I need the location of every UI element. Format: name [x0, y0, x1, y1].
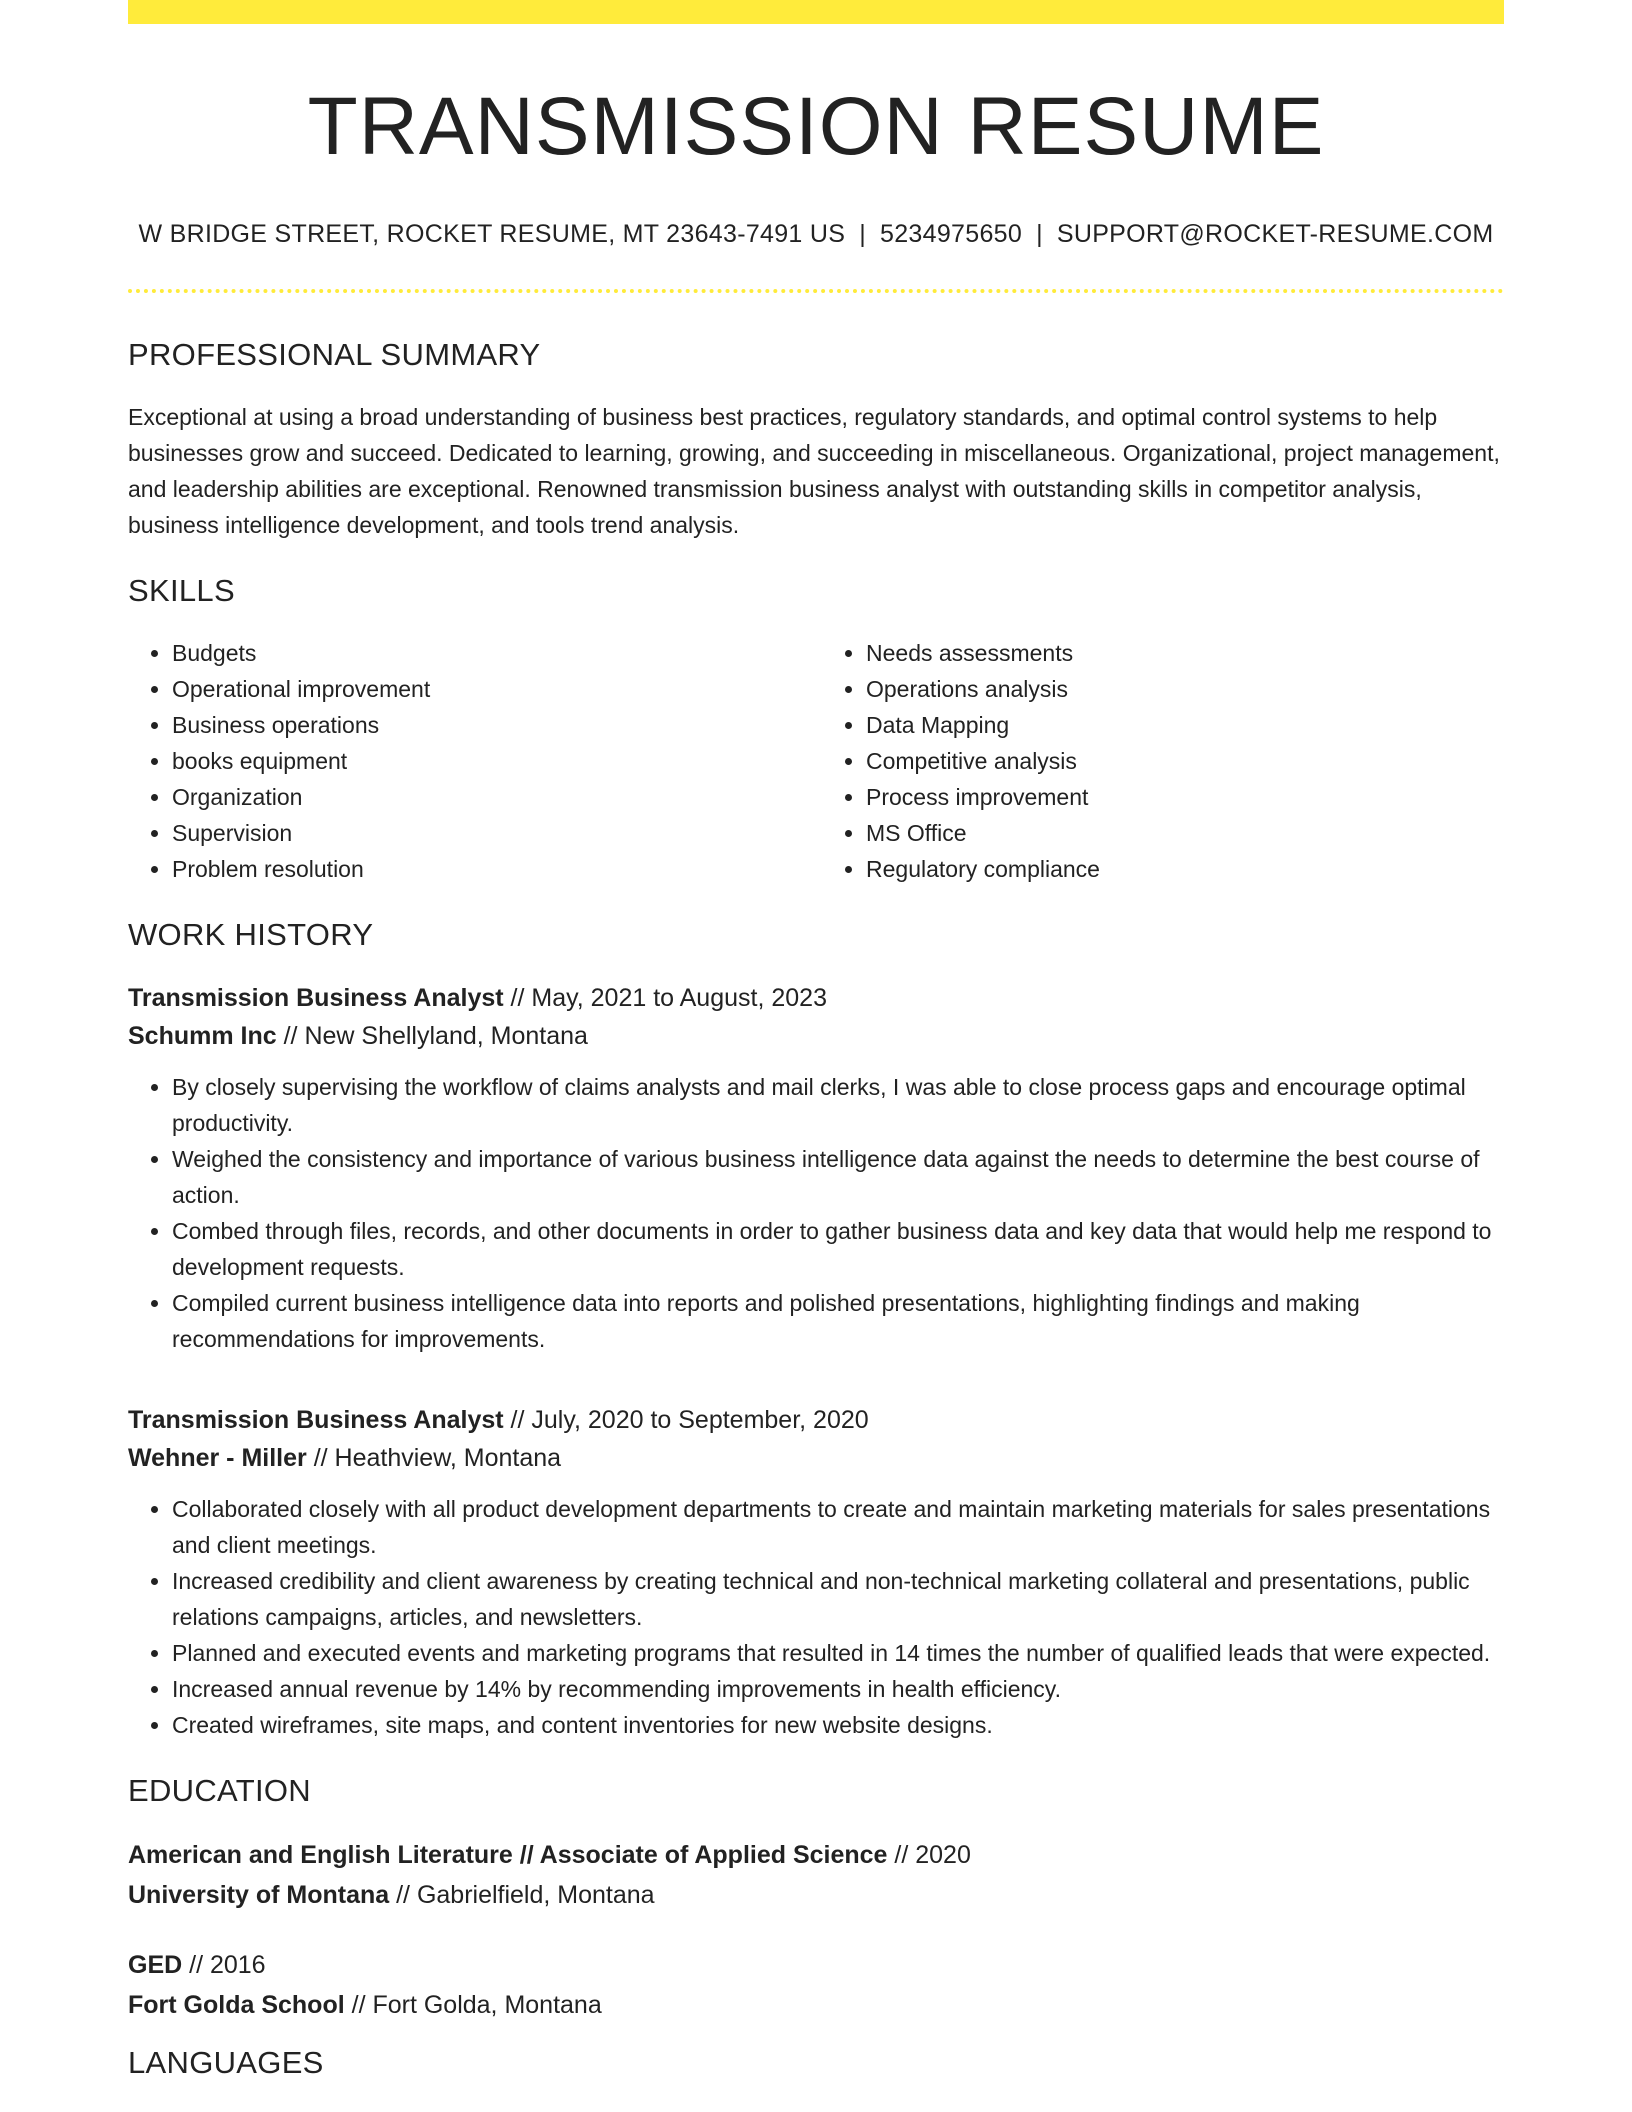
job-company: Schumm Inc — [128, 1022, 277, 1051]
skills-column-right — [816, 635, 1504, 887]
education-school-line — [128, 1875, 1504, 1915]
skill-item: • Supervision — [172, 815, 816, 851]
education-location: // Gabrielfield, Montana — [389, 1881, 655, 1910]
section-title-summary: PROFESSIONAL SUMMARY — [128, 337, 541, 373]
contact-email: SUPPORT@ROCKET-RESUME.COM — [1056, 220, 1494, 249]
skill-item: • Process improvement — [866, 779, 1504, 815]
header-divider — [128, 289, 1504, 293]
skill-item: • Problem resolution — [172, 851, 816, 887]
contact-phone: 5234975650 — [880, 220, 1023, 249]
education-school: Fort Golda School — [128, 1991, 345, 2020]
job-bullet: • Increased credibility and client awareness by creating technical and non-technical marketing collateral and presentations, public relations campaigns, articles, and newsletters. — [172, 1563, 1504, 1635]
job-location: // New Shellyland, Montana — [276, 1022, 588, 1051]
skills-list — [128, 635, 1504, 887]
job-company-line — [128, 1017, 1504, 1055]
job-role-line — [128, 1401, 1504, 1439]
job-entry — [128, 1401, 1504, 1743]
contact-separator: | — [1036, 220, 1043, 249]
section-title-work-history: WORK HISTORY — [128, 917, 374, 953]
skill-item: • Regulatory compliance — [866, 851, 1504, 887]
resume-page — [128, 0, 1504, 2081]
skill-item: • MS Office — [866, 815, 1504, 851]
education-degree: GED — [128, 1951, 183, 1980]
contact-line — [128, 220, 1504, 249]
education-degree-line — [128, 1945, 1504, 1985]
skill-item: • Needs assessments — [866, 635, 1504, 671]
job-bullet: • Weighed the consistency and importance of various business intelligence data against the needs to determine the best course of action. — [172, 1141, 1504, 1213]
section-title-languages: LANGUAGES — [128, 2045, 324, 2081]
job-company-line — [128, 1439, 1504, 1477]
education-entry — [128, 1835, 1504, 1915]
resume-name: TRANSMISSION RESUME — [307, 81, 1325, 172]
job-dates: // May, 2021 to August, 2023 — [503, 984, 827, 1013]
job-entry — [128, 979, 1504, 1357]
skill-item: • Data Mapping — [866, 707, 1504, 743]
job-bullet: • Compiled current business intelligence data into reports and polished presentations, highlighting findings and making recommendations for improvements. — [172, 1285, 1504, 1357]
skills-column-left — [128, 635, 816, 887]
job-dates: // July, 2020 to September, 2020 — [503, 1406, 869, 1435]
skill-item: • Operations analysis — [866, 671, 1504, 707]
education-degree: American and English Literature // Associate of Applied Science — [128, 1841, 888, 1870]
skill-item: • Organization — [172, 779, 816, 815]
skill-item: • Operational improvement — [172, 671, 816, 707]
accent-top-bar — [128, 0, 1504, 24]
job-location: // Heathview, Montana — [306, 1444, 562, 1473]
job-bullet: • Created wireframes, site maps, and content inventories for new website designs. — [172, 1707, 1504, 1743]
job-bullet: • Planned and executed events and marketing programs that resulted in 14 times the number of qualified leads that were expected. — [172, 1635, 1504, 1671]
contact-address: W BRIDGE STREET, ROCKET RESUME, MT 23643-7491 US — [138, 220, 846, 249]
job-bullets — [128, 1069, 1504, 1357]
job-role-line — [128, 979, 1504, 1017]
skill-item: • Budgets — [172, 635, 816, 671]
education-entry — [128, 1945, 1504, 2025]
job-bullet: • Combed through files, records, and other documents in order to gather business data and key data that would help me respond to development requests. — [172, 1213, 1504, 1285]
job-bullet: • Increased annual revenue by 14% by recommending improvements in health efficiency. — [172, 1671, 1504, 1707]
section-title-education: EDUCATION — [128, 1773, 311, 1809]
job-bullet: • By closely supervising the workflow of claims analysts and mail clerks, I was able to close process gaps and encourage optimal productivity. — [172, 1069, 1504, 1141]
education-year: // 2016 — [182, 1951, 266, 1980]
education-school-line — [128, 1985, 1504, 2025]
education-school: University of Montana — [128, 1881, 390, 1910]
contact-separator: | — [859, 220, 867, 249]
education-year: // 2020 — [887, 1841, 971, 1870]
job-company: Wehner - Miller — [128, 1444, 307, 1473]
skill-item: • books equipment — [172, 743, 816, 779]
skill-item: • Business operations — [172, 707, 816, 743]
job-bullets — [128, 1491, 1504, 1743]
job-role: Transmission Business Analyst — [128, 1406, 504, 1435]
education-location: // Fort Golda, Montana — [344, 1991, 602, 2020]
summary-text: Exceptional at using a broad understanding of business best practices, regulatory standards, and optimal control systems to help businesses grow and succeed. Dedicated to learning, growing, and succeeding in miscellaneous. Organizational, project management, and leadership abilities are exceptional. Renowned transmission business analyst with outstanding skills in competitor analysis, business intelligence development, and tools trend analysis. — [128, 404, 1500, 539]
education-degree-line — [128, 1835, 1504, 1875]
job-role: Transmission Business Analyst — [128, 984, 504, 1013]
skill-item: • Competitive analysis — [866, 743, 1504, 779]
job-bullet: • Collaborated closely with all product development departments to create and maintain marketing materials for sales presentations and client meetings. — [172, 1491, 1504, 1563]
section-title-skills: SKILLS — [128, 573, 235, 609]
